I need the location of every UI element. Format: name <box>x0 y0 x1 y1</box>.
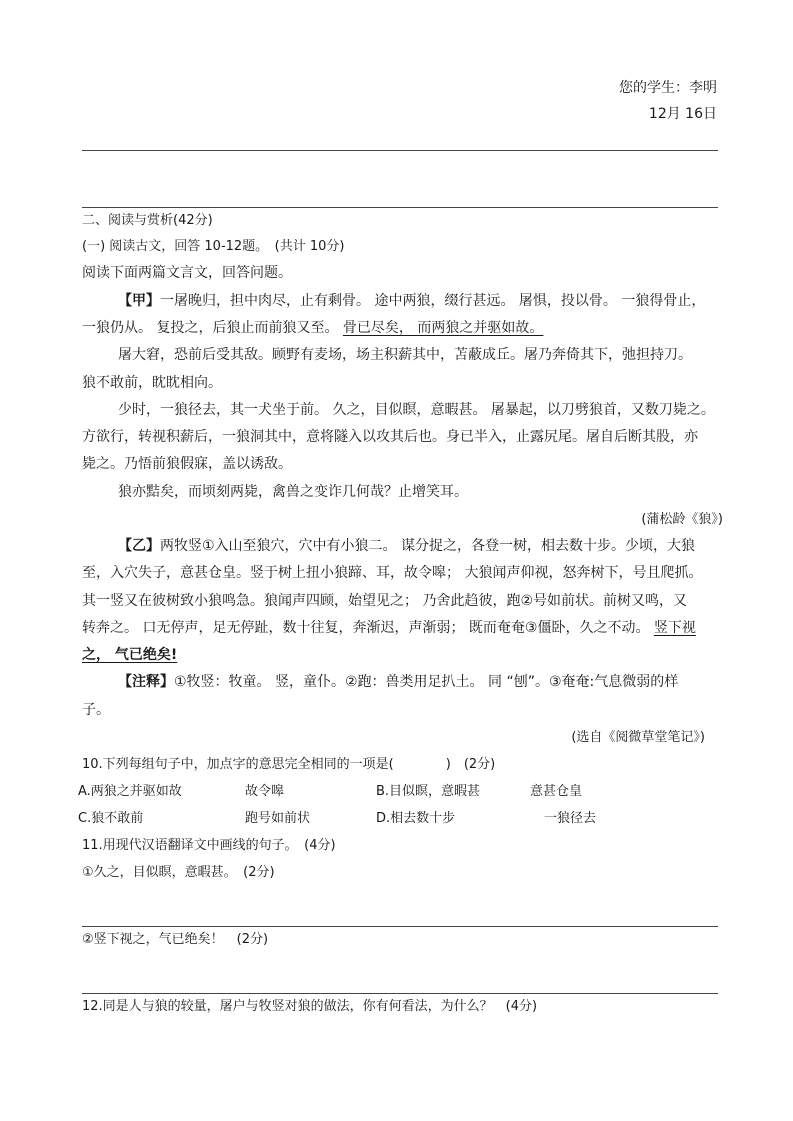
passage-b-text: 转奔之。 口无停声，足无停趾，数十往复，奔渐迟，声渐弱； 既而奄奄③僵卧，久之不动。 <box>82 620 654 636</box>
passage-a-label: 【甲】 <box>118 293 160 309</box>
notes-line-2: 子。 <box>82 702 110 718</box>
passage-b-line-3: 其一竖又在彼树致小狼鸣急。狼闻声四顾，始望见之； 乃舍此趋彼，跑②号如前状。前树又鸣，又 <box>82 593 687 609</box>
option-c-2: 跑号如前状 <box>245 811 311 826</box>
answer-line-2 <box>82 993 718 994</box>
underlined-sentence: 竖下视 <box>653 620 696 636</box>
passage-a-text: 一狼仍从。 复投之，后狼止而前狼又至。 <box>82 320 343 336</box>
passage-b-line-5 <box>82 644 177 664</box>
header-divider <box>82 150 718 151</box>
option-d-1: D.相去数十步 <box>376 811 456 826</box>
section-title: 二、阅读与赏析(42分) <box>82 213 213 228</box>
passage-b-line-4 <box>82 617 696 637</box>
question-11-sentence-2: ②竖下视之，气已绝矣！ (2分) <box>82 932 269 947</box>
date: 12月 16日 <box>648 106 717 122</box>
notes-text: ①牧竖：牧童。 竖，童仆。②跑：兽类用足扒土。 同 “刨”。③奄奄:气息微弱的样 <box>174 674 679 690</box>
question-12: 12.同是人与狼的较量，屠户与牧竖对狼的做法，你有何看法，为什么？ (4分) <box>82 999 538 1014</box>
passage-b-line-1 <box>118 535 695 555</box>
instruction: 阅读下面两篇文言文，回答问题。 <box>82 265 292 281</box>
passage-a-line-4: 狼不敢前，眈眈相向。 <box>82 375 222 391</box>
underlined-sentence: 骨已尽矣， 而两狼之并驱如故。 <box>342 320 544 336</box>
passage-a-line-8: 狼亦黠矣，而顷刻两毙，禽兽之变诈几何哉？止增笑耳。 <box>118 484 468 500</box>
passage-b-text: 两牧竖①入山至狼穴，穴中有小狼二。 谋分捉之，各登一树，相去数十步。少顷，大狼 <box>160 538 695 554</box>
student-name: 您的学生：李明 <box>619 80 717 96</box>
underlined-sentence: 之， 气已绝矣! <box>82 647 178 663</box>
option-c-1: C.狼不敢前 <box>78 811 144 826</box>
passage-a-line-6: 方欲行，转视积薪后，一狼洞其中，意将隧入以攻其后也。身已半入，止露尻尾。屠自后断其股，亦 <box>82 429 698 445</box>
notes-line-1 <box>118 671 678 691</box>
part-heading: (一) 阅读古文，回答 10-12题。 (共计 10分) <box>82 239 345 254</box>
option-b-1: B.目似瞑，意暇甚 <box>376 784 481 799</box>
passage-a-text: 一屠晚归，担中肉尽，止有剩骨。 途中两狼，缀行甚远。 屠惧，投以骨。 一狼得骨止， <box>160 293 706 309</box>
passage-a-source: (蒲松龄《狼》) <box>641 512 723 527</box>
passage-a-line-1 <box>118 290 705 310</box>
passage-a-line-7: 毙之。乃悟前狼假寐，盖以诱敌。 <box>82 456 292 472</box>
passage-b-label: 【乙】 <box>118 538 160 554</box>
question-11-sentence-1: ①久之，目似瞑，意暇甚。 (2分) <box>82 865 275 880</box>
answer-line-1 <box>82 926 718 927</box>
option-a-1: A.两狼之并驱如故 <box>78 784 182 799</box>
question-11: 11.用现代汉语翻译文中画线的句子。 (4分) <box>82 838 336 853</box>
option-b-2: 意甚仓皇 <box>530 784 583 799</box>
option-a-2: 故令嗥 <box>245 784 285 799</box>
option-d-2: 一狼径去 <box>544 811 597 826</box>
question-10: 10.下列每组句子中，加点字的意思完全相同的一项是( ) (2分) <box>82 757 496 772</box>
passage-a-line-5: 少时，一狼径去，其一犬坐于前。 久之，目似瞑，意暇甚。 屠暴起，以刀劈狼首，又数刀毙之。 <box>118 402 715 418</box>
passage-b-line-2: 至，入穴失子，意甚仓皇。竖于树上扭小狼蹄、耳，故令嗥； 大狼闻声仰视，怒奔树下，号且爬抓。 <box>82 565 703 581</box>
passage-a-line-2 <box>82 317 543 337</box>
passage-a-line-3: 屠大窘，恐前后受其敌。顾野有麦场，场主积薪其中，苫蔽成丘。屠乃奔倚其下，弛担持刀。 <box>118 347 692 363</box>
notes-label: 【注释】 <box>118 674 174 690</box>
passage-b-source: (选自《阅微草堂笔记》) <box>571 730 705 745</box>
section-divider <box>82 207 718 208</box>
